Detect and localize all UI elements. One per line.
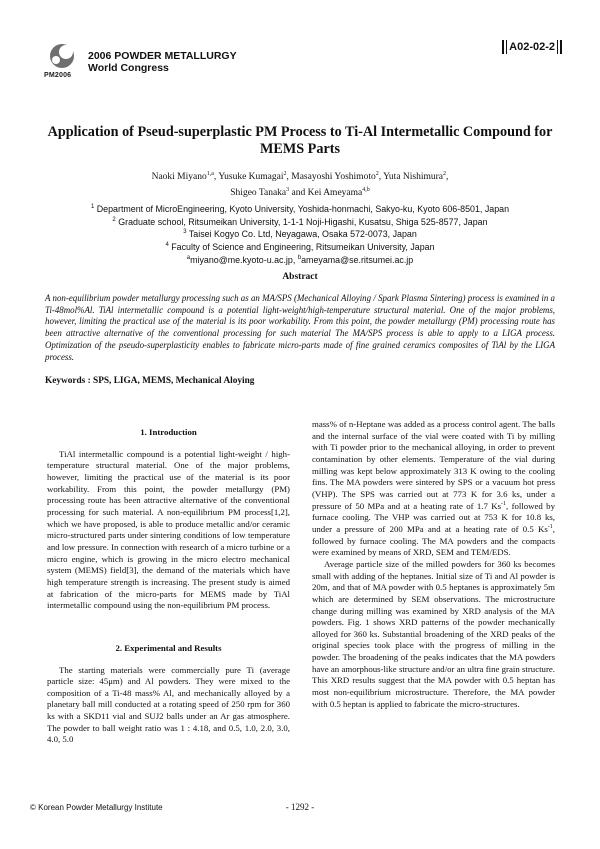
abstract-text: A non-equilibrium powder metallurgy processing such as an MA/SPS (Mechanical Alloying / Spark Plasma Sintering) process is examined in a Ti-48mol%Al. TiAl intermetallic compound is a potential light-weight/high-temperature structural material. One of the major problems, however, limiting the practical use of the material is its poor workability. From this point, the powder metallurgy (PM) processing route has been attractive alternative of the conventional processing for such material The MA/SPS process is able to apply to a LIGA process. Optimization of the pseudo-superplasticity enables to fabricate micro-parts made of fine grained ceramics composites of TiAl by the LIGA process. — [45, 293, 555, 362]
section-heading-experimental: 2. Experimental and Results — [115, 642, 222, 653]
right-column — [312, 419, 555, 710]
email-line — [30, 253, 570, 266]
author-name: Naoki Miyano — [151, 172, 207, 183]
affiliation-text: Taisei Kogyo Co. Ltd, Neyagawa, Osaka 572-0073, Japan — [188, 229, 417, 240]
author-affiliation-mark: 1,a — [206, 171, 214, 177]
introduction-paragraph: TiAl intermetallic compound is a potential light-weight / high-temperature structural material. One of the major problems, however, limiting the practical use of the material is its poor workability. From this point, the powder metallurgy (PM) processing route has been attractive alternative of the conventional processing for such material. A non-equilibrium PM process[1,2], which we have proposed, is able to produce metallic and/or ceramic micro-structured parts under sintering conditions of low temperature and low pressure. In connection with research of a micro turbine or a micro engine, which is growing in the micro electro mechanical system (MEMS) field[3], the demand of the materials which have high temperature strength is increasing. The present study is aimed at fabrication of the micro-parts for MEMS made by TiAl intermetallic compound using the non-equilibrium PM process. — [47, 448, 290, 611]
paper-code-text: A02-02-2 — [509, 41, 555, 53]
affiliation-mark: 3 — [183, 229, 187, 236]
code-bar-right-thin — [557, 40, 558, 54]
author-affiliation-mark: 3 — [286, 187, 290, 194]
affiliation-mark: 4 — [165, 242, 169, 249]
conference-line-2: World Congress — [88, 62, 169, 74]
author-line-2: Shigeo Tanaka$^3$ and Kei Ameyama$^{4,b}$ — [230, 187, 370, 199]
code-bar-right — [560, 40, 562, 54]
conference-line-1: 2006 POWDER METALLURGY — [88, 50, 237, 62]
section-heading-introduction: 1. Introduction — [140, 427, 197, 437]
email-link[interactable]: miyano@me.kyoto-u.ac.jp, — [190, 254, 296, 265]
experimental-paragraph-continued — [312, 419, 555, 559]
affiliation-text: Department of MicroEngineering, Kyoto University, Yoshida-honmachi, Sakyo-ku, Kyoto 606-8501, Japan — [96, 203, 510, 214]
code-bar-left-thin — [506, 40, 507, 54]
footer-copyright: © Korean Powder Metallurgy Institute — [30, 803, 163, 812]
paper-title — [40, 124, 560, 158]
author-line-1: Naoki Miyano$^{1,a}$, Yusuke Kumagai$^2$, Masayoshi Yoshimoto$^2$, Yuta Nishimura$^2$, — [151, 171, 449, 183]
author-affiliation-mark: 2 — [443, 171, 447, 177]
affiliation-text: Graduate school, Ritsumeikan University, 1-1-1 Noji-Higashi, Kusatsu, Shiga 525-8577, Japan — [118, 216, 488, 227]
author-name: Shigeo Tanaka — [230, 188, 287, 199]
text-run: mass% of n-Heptane was added as a process control agent. The balls and the internal surface of the vial were coated with Ti by milling with Ti powder prior to the mechanical alloying, in order to prevent contamination by other elements. Temperature of the vial during milling was kept below approximately 313 K owing to the cooling fins. The MA powders were sintered by SPS or a vacuum hot press (VHP). The SPS was carried out at 773 K for 3.6 ks, under a pressure of 50 MPa and at a heating rate of 1.7 Ks — [312, 419, 555, 511]
abstract-heading: Abstract — [282, 272, 318, 282]
affiliation-mark: 2 — [112, 216, 116, 223]
conference-name — [88, 50, 237, 74]
affiliations — [30, 202, 570, 265]
author-affiliation-mark: 2 — [283, 171, 287, 177]
title-line-2: MEMS Parts — [260, 141, 340, 157]
affiliation — [30, 202, 570, 215]
results-paragraph: Average particle size of the milled powders for 360 ks becomes small with adding of the heptanes. Initial size of Ti and Al powder is 20m, and that of MA powder with 0.5 heptanes is approximately 5m which are determined by SEM observations. The microstructure change during milling was examined by XRD analysis of the MA powders. Fig. 1 shows XRD patterns of the powder mechanically alloyed for 360 ks. Substantial broadening of the XRD peaks of the original species took place with the progress of milling in the powder. The broadening of the peaks indicates that the MA powders have an amorphous-like structure and/or an ultra fine grain structure. This XRD results suggest that the MA powder with 0.5 heptan has most non-equilibrium microstructure. Therefore, the MA powder with 0.5 heptan is applied to fabricate the micro-structures. — [312, 558, 555, 709]
paper-code — [502, 40, 562, 54]
left-column — [47, 419, 290, 746]
author-name: Yusuke Kumagai — [218, 172, 284, 183]
superscript: -1 — [501, 500, 507, 507]
code-bar-left — [502, 40, 504, 54]
affiliation-mark: 1 — [90, 204, 95, 210]
affiliation-text: Faculty of Science and Engineering, Ritsumeikan University, Japan — [171, 241, 435, 252]
author-affiliation-mark: 2 — [375, 171, 379, 177]
affiliation — [30, 227, 570, 240]
email-mark: a — [186, 254, 191, 261]
keywords: Keywords : SPS, LIGA, MEMS, Mechanical Aloying — [45, 376, 255, 386]
author-name: Yuta Nishimura — [383, 172, 444, 183]
author-list — [40, 168, 560, 200]
text-run: , followed by furnace cooling. The MA powders and the compacts were examined by means of XRD, SEM and TEM/EDS. — [312, 523, 555, 558]
pm2006-logo-icon — [44, 42, 80, 72]
logo-text: PM2006 — [44, 72, 72, 79]
superscript: -1 — [547, 523, 553, 530]
title-line-1: Application of Pseud-superplastic PM Process to Ti-Al Intermetallic Compound for — [47, 124, 553, 140]
experimental-paragraph: The starting materials were commercially pure Ti (average particle size: 45μm) and Al powders. They were mixed to the composition of a Ti-48 mass% Al, and mechanically alloyed by a planetary ball mill conducted at a rotating speed of 250 rpm for 360 ks with a SKD11 vial and SUJ2 balls under an Ar gas atmosphere. The powder to ball weight ratio was 1 : 4.18, and 0.5, 1.0, 2.0, 3.0, 4.0, 5.0 — [47, 664, 290, 745]
email-link[interactable]: ameyama@se.ritsumei.ac.jp — [301, 254, 414, 265]
author-name: Masayoshi Yoshimoto — [291, 172, 376, 183]
email-mark: b — [297, 254, 302, 261]
author-affiliation-mark: 4,b — [362, 187, 370, 194]
page-number: - 1292 - — [285, 802, 315, 812]
affiliation — [30, 215, 570, 228]
affiliation — [30, 240, 570, 253]
author-name: Kei Ameyama — [307, 188, 363, 199]
text-run: , followed by furnace cooling. The VHP was carried out at 753 K for 10.8 ks, under a pressure of 200 MPa and at a heating rate of 0.5 Ks — [312, 500, 555, 534]
